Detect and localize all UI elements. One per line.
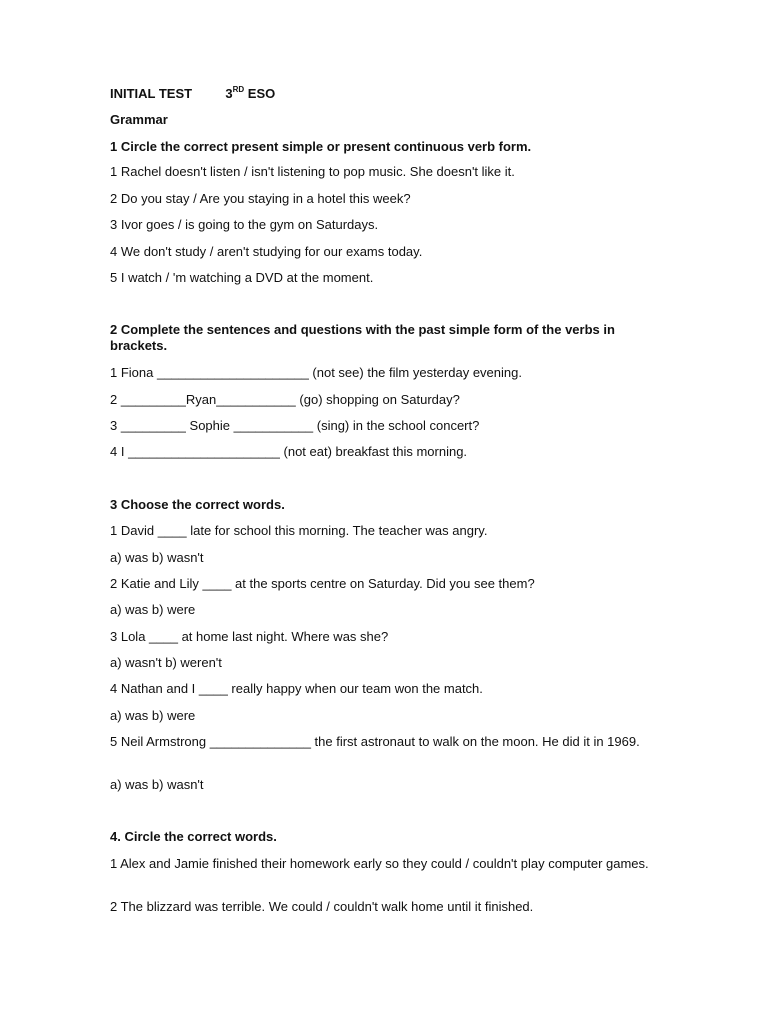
section-1-item: 2 Do you stay / Are you staying in a hotel this week? — [110, 191, 411, 206]
level-word: ESO — [247, 86, 276, 101]
section-3-question: 4 Nathan and I ____ really happy when our team won the match. — [110, 681, 483, 696]
section-3-options: a) was b) were — [110, 708, 196, 723]
test-label: INITIAL TEST — [110, 86, 193, 101]
level-superscript: RD — [232, 84, 245, 94]
section-3-question: 1 David ____ late for school this morning. The teacher was angry. — [110, 523, 488, 538]
section-3-options: a) was b) wasn't — [110, 777, 204, 792]
section-3-options: a) wasn't b) weren't — [110, 655, 222, 670]
section-3-question: 5 Neil Armstrong ______________ the first astronaut to walk on the moon. He did it in 1969. — [110, 734, 640, 749]
section-4-title: 4. Circle the correct words. — [110, 829, 277, 844]
section-3-options: a) was b) wasn't — [110, 550, 204, 565]
section-2-item: 4 I _____________________ (not eat) breakfast this morning. — [110, 444, 468, 459]
section-1-item: 5 I watch / 'm watching a DVD at the moment. — [110, 270, 374, 285]
section-2-item: 3 _________ Sophie ___________ (sing) in the school concert? — [110, 418, 480, 433]
section-1-item: 4 We don't study / aren't studying for our exams today. — [110, 244, 423, 259]
section-3-options: a) was b) were — [110, 602, 196, 617]
section-3-question: 2 Katie and Lily ____ at the sports centre on Saturday. Did you see them? — [110, 576, 535, 591]
section-4-item: 2 The blizzard was terrible. We could / couldn't walk home until it finished. — [110, 899, 534, 914]
section-2-item: 1 Fiona _____________________ (not see) the film yesterday evening. — [110, 365, 522, 380]
section-1-item: 1 Rachel doesn't listen / isn't listening to pop music. She doesn't like it. — [110, 164, 515, 179]
level-number: 3 — [225, 86, 233, 101]
section-2-title: 2 Complete the sentences and questions with the past simple form of the verbs in brackets. — [110, 322, 615, 353]
section-2-item: 2 _________Ryan___________ (go) shopping on Saturday? — [110, 392, 460, 407]
section-1-item: 3 Ivor goes / is going to the gym on Saturdays. — [110, 217, 379, 232]
section-3-title: 3 Choose the correct words. — [110, 497, 285, 512]
grammar-heading: Grammar — [110, 112, 168, 127]
section-3-question: 3 Lola ____ at home last night. Where was she? — [110, 629, 389, 644]
section-1-title: 1 Circle the correct present simple or present continuous verb form. — [110, 139, 532, 154]
section-4-item: 1 Alex and Jamie finished their homework early so they could / couldn't play computer games. — [110, 856, 649, 871]
test-header — [110, 86, 275, 102]
